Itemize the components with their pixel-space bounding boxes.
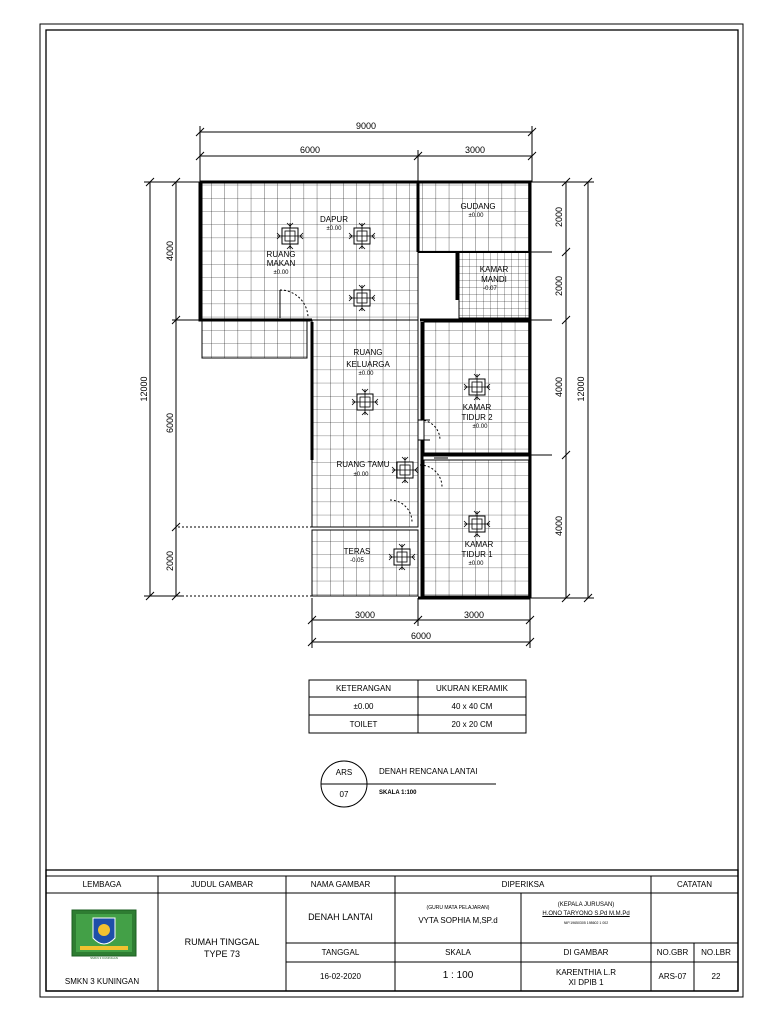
dim-right-c: 4000 <box>554 376 564 398</box>
room-dapur-level: ±0.00 <box>326 226 342 232</box>
tb-nama-value: DENAH LANTAI <box>308 912 373 923</box>
drawing-title: DENAH RENCANA LANTAI <box>379 767 478 776</box>
tb-digambar-header: DI GAMBAR <box>563 947 609 957</box>
dim-bottom-left: 3000 <box>354 610 376 620</box>
school-logo <box>72 910 136 956</box>
tb-judul-line2: TYPE 73 <box>203 949 241 959</box>
room-km-line1: KAMAR <box>479 265 509 274</box>
dim-left-outer: 12000 <box>139 376 149 402</box>
dim-top-right: 3000 <box>464 145 486 155</box>
room-makan-level: ±0.00 <box>273 270 289 276</box>
tb-guru-name: VYTA SOPHIA M,SP.d <box>418 916 498 925</box>
room-kt1-level: ±0.00 <box>468 561 484 567</box>
room-keluarga-line1: RUANG <box>353 348 383 357</box>
tb-institution: SMKN 3 KUNINGAN <box>64 977 140 986</box>
tb-nolbr-value: 22 <box>711 971 721 981</box>
floor-dapur-makan <box>202 182 418 320</box>
legend-header-keterangan: KETERANGAN <box>335 684 392 693</box>
room-km-level: -0.07 <box>483 286 497 292</box>
room-km-line2: MANDI <box>481 275 507 284</box>
tb-kajur-nip: NIP.19650305 198602 1 002 <box>563 921 609 925</box>
dim-left-lower: 2000 <box>165 550 175 572</box>
tb-digambar-line2: XI DPIB 1 <box>568 978 604 987</box>
tb-nolbr-header: NO.LBR <box>701 947 731 957</box>
room-teras-level: -0.05 <box>350 558 364 564</box>
tb-tanggal-value: 16-02-2020 <box>320 971 361 981</box>
dim-left-middle: 6000 <box>165 412 175 434</box>
tb-skala-header: SKALA <box>445 947 471 957</box>
dim-right-a: 2000 <box>554 206 564 228</box>
tb-judul-header: JUDUL GAMBAR <box>190 879 254 889</box>
room-makan-line1: RUANG <box>266 250 296 259</box>
drawing-scale: SKALA 1:100 <box>379 790 417 796</box>
room-keluarga-level: ±0.00 <box>358 371 374 377</box>
room-gudang-level: ±0.00 <box>468 213 484 219</box>
room-kt1-line1: KAMAR <box>464 540 494 549</box>
tb-judul-line1: RUMAH TINGGAL <box>184 937 260 947</box>
legend-row2-type: TOILET <box>349 719 378 729</box>
floor-terrace-left <box>202 320 307 358</box>
room-gudang-name: GUDANG <box>460 202 496 211</box>
tb-skala-value: 1 : 100 <box>442 970 474 982</box>
room-makan-line2: MAKAN <box>266 259 296 268</box>
dim-right-d: 4000 <box>554 515 564 537</box>
tb-catatan-header: CATATAN <box>677 879 712 889</box>
dim-top-total: 9000 <box>355 121 377 131</box>
floor-kamar-mandi <box>459 252 530 318</box>
room-keluarga-line2: KELUARGA <box>346 360 390 369</box>
room-kt2-line1: KAMAR <box>462 403 492 412</box>
tb-diperiksa-header: DIPERIKSA <box>501 879 545 889</box>
room-teras-name: TERAS <box>343 547 371 556</box>
tb-tanggal-header: TANGGAL <box>321 947 360 957</box>
tb-nama-header: NAMA GAMBAR <box>310 879 371 889</box>
room-kt1-line2: TIDUR 1 <box>461 550 493 559</box>
tb-lembaga-header: LEMBAGA <box>82 879 122 889</box>
legend-header-ukuran: UKURAN KERAMIK <box>435 684 508 693</box>
legend-row1-size: 40 x 40 CM <box>451 701 493 711</box>
tb-nogbr-header: NO.GBR <box>656 947 689 957</box>
tb-nogbr-value: ARS-07 <box>658 971 687 981</box>
legend-row1-type: ±0.00 <box>353 701 374 711</box>
drawing-number: 07 <box>339 790 349 799</box>
dim-top-left: 6000 <box>299 145 321 155</box>
room-kt2-line2: TIDUR 2 <box>461 413 493 422</box>
dim-left-upper: 4000 <box>165 240 175 262</box>
tb-kajur-role: (KEPALA JURUSAN) <box>557 902 615 908</box>
floor-plan <box>172 182 552 598</box>
dim-bottom-total: 6000 <box>410 631 432 641</box>
room-tamu-level: ±0.00 <box>353 472 369 478</box>
room-kt2-level: ±0.00 <box>472 424 488 430</box>
drawing-code: ARS <box>335 768 353 777</box>
dim-bottom-right: 3000 <box>463 610 485 620</box>
dim-right-outer: 12000 <box>576 376 586 402</box>
legend-row2-size: 20 x 20 CM <box>451 719 493 729</box>
tb-kajur-name: H.ONO TARYONO S.Pd M.M.Pd <box>542 911 630 917</box>
tb-logo-caption: SMKN 3 KUNINGAN <box>90 956 118 960</box>
dim-right-b: 2000 <box>554 275 564 297</box>
tb-digambar-line1: KARENTHIA L.R <box>555 968 616 977</box>
room-dapur-name: DAPUR <box>319 215 349 224</box>
tb-guru-role: (GURU MATA PELAJARAN) <box>426 905 490 911</box>
room-tamu-name: RUANG TAMU <box>336 460 390 469</box>
